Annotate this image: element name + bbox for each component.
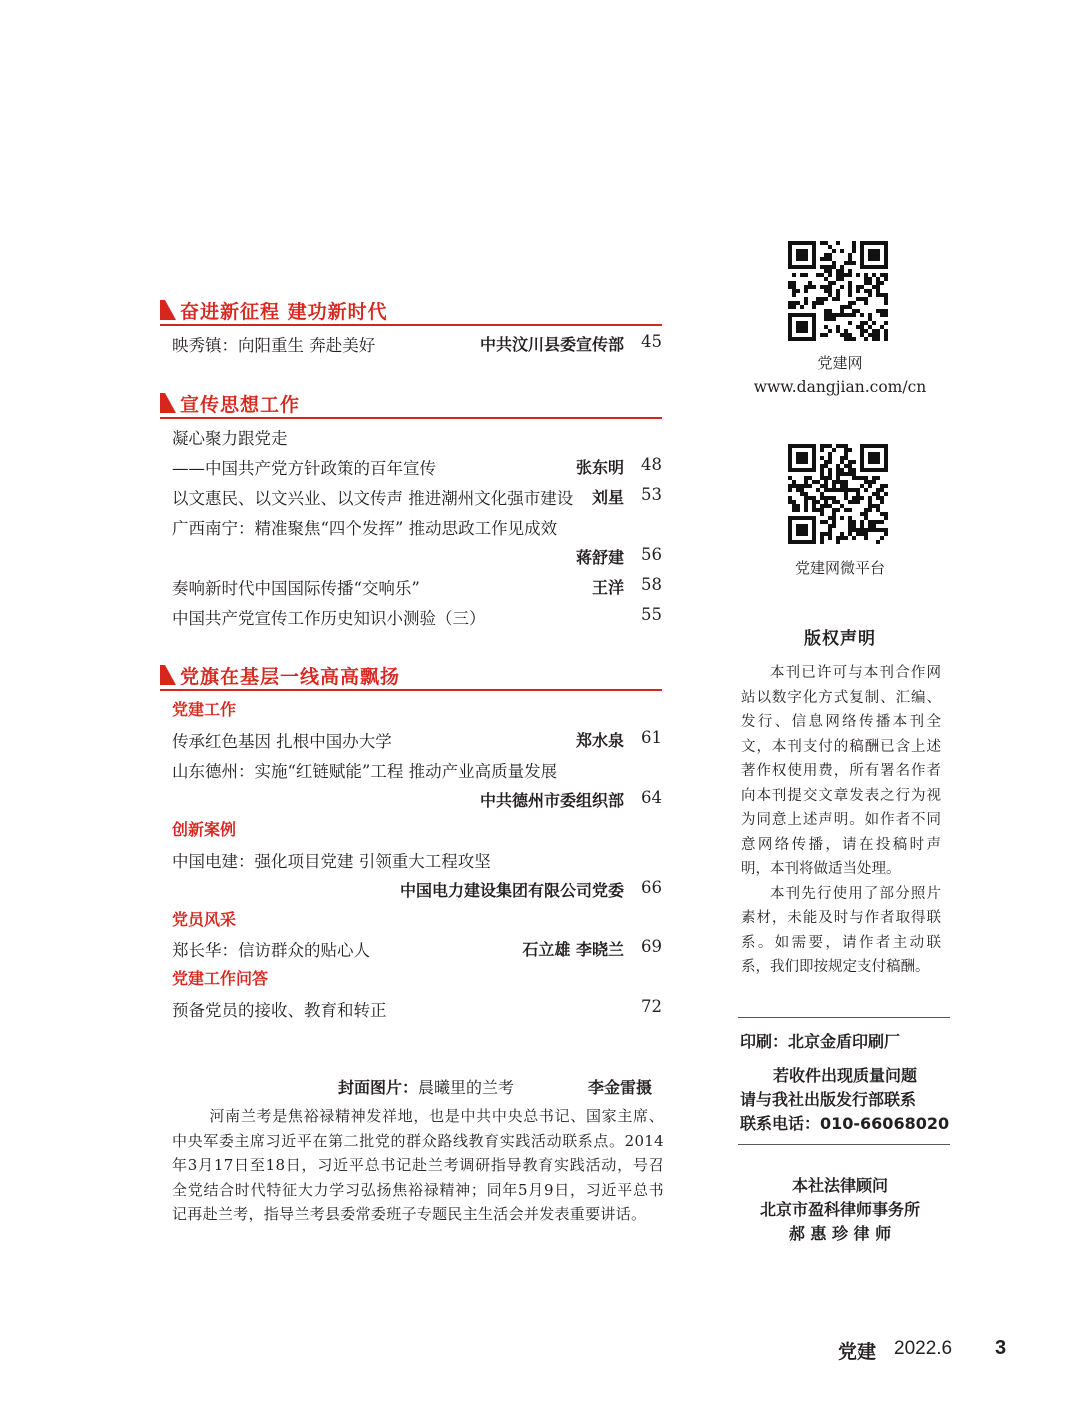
entry-page: 72 [641,997,662,1016]
toc-entry[interactable] [172,997,662,1023]
subsection-title: 党员风采 [172,910,237,929]
entry-title: 凝心聚力跟党走 [172,429,288,448]
entry-page: 53 [641,485,662,504]
entry-title: 山东德州：实施“红链赋能”工程 推动产业高质量发展 [172,762,558,781]
toc-entry[interactable] [172,332,662,358]
qr2-label: 党建网微平台 [794,559,885,577]
section-header [160,391,662,419]
quality-contact: 请与我社出版发行部联系 [740,1090,917,1109]
cover-label: 封面图片： [338,1078,419,1097]
entry-title: 传承红色基因 扎根中国办大学 [172,732,392,751]
entry-page: 61 [641,728,662,747]
legal-lawyer: 郝 惠 珍 律 师 [788,1224,892,1243]
quality-notice: 若收件出现质量问题 [773,1066,918,1085]
cover-credit: 李金雷摄 [588,1078,653,1097]
toc-entry[interactable] [172,848,662,874]
legal-title: 本社法律顾问 [791,1176,888,1195]
entry-title: 中国电建：强化项目党建 引领重大工程攻坚 [172,852,491,871]
entry-page: 55 [641,605,662,624]
entry-author: 石立雄 李晓兰 [522,940,624,959]
phone: 联系电话：010-66068020 [740,1114,950,1133]
toc-entry[interactable] [172,575,662,601]
entry-title: 预备党员的接收、教育和转正 [172,1001,387,1020]
entry-subtitle: ——中国共产党方针政策的百年宣传 [172,459,436,478]
section-header [160,298,662,326]
toc-entry[interactable] [172,878,662,904]
entry-author: 张东明 [575,458,624,477]
entry-author: 刘星 [591,488,624,507]
entry-page: 66 [641,878,662,897]
section-title: 党旗在基层一线高高飘扬 [180,666,401,688]
entry-title: 中国共产党宣传工作历史知识小测验（三） [172,609,486,628]
toc-entry[interactable] [172,728,662,754]
section-title: 宣传思想工作 [180,394,301,416]
footer-issue: 2022.6 [894,1338,953,1359]
footer-page-number: 3 [995,1337,1007,1359]
cover-title: 晨曦里的兰考 [418,1078,515,1097]
entry-author: 中共汶川县委宣传部 [479,335,624,354]
cover-heading [338,1075,514,1098]
flag-icon [160,393,176,413]
subsection-title: 党建工作问答 [172,969,269,988]
subsection-title: 创新案例 [172,820,237,839]
entry-title: 奏响新时代中国国际传播“交响乐” [172,579,420,598]
cover-text: 河南兰考是焦裕禄精神发祥地，也是中共中央总书记、国家主席、中央军委主席习近平在第二批党的群众路线教育实践活动联系点。2014年3月17日至18日，习近平总书记赴兰考调研指导教育实践活动，号召全党结合时代特征大力学习弘扬焦裕禄精神；同年5月9日，习近平总书记再赴兰考，指导兰考县委常委班子专题民主生活会并发表重要讲话。 [172,1107,664,1223]
section-header [160,663,662,691]
toc-entry[interactable] [172,545,662,571]
entry-page: 56 [641,545,662,564]
entry-title: 以文惠民、以文兴业、以文传声 推进潮州文化强市建设 [172,489,574,508]
entry-author: 王洋 [591,578,624,597]
copyright-paragraph: 本刊先行使用了部分照片素材，未能及时与作者取得联系。如需要，请作者主动联系，我们即按规定支付稿酬。 [741,885,941,975]
entry-title: 广西南宁：精准聚焦“四个发挥” 推动思政工作见成效 [172,519,558,538]
toc-entry[interactable] [172,937,662,963]
entry-author: 中共德州市委组织部 [479,791,624,810]
toc-entry[interactable] [172,515,662,541]
toc-entry[interactable] [172,485,662,511]
entry-title: 郑长华：信访群众的贴心人 [172,941,370,960]
copyright-title: 版权声明 [804,629,876,649]
entry-author: 郑水泉 [575,731,624,750]
entry-page: 45 [641,332,662,351]
flag-icon [160,665,176,685]
section-title: 奋进新征程 建功新时代 [180,301,388,323]
qr-code-wechat[interactable] [788,444,888,544]
divider [738,1144,950,1145]
entry-author: 中国电力建设集团有限公司党委 [399,881,624,900]
entry-title: 映秀镇：向阳重生 奔赴美好 [172,336,376,355]
toc-entry[interactable] [172,425,662,451]
toc-entry[interactable] [172,788,662,814]
copyright-notice [741,661,941,980]
qr1-url[interactable]: www.dangjian.com/cn [753,378,927,396]
copyright-paragraph: 本刊已许可与本刊合作网站以数字化方式复制、汇编、发行、信息网络传播本刊全文，本刊支付的稿酬已含上述著作权使用费，所有署名作者向本刊提交文章发表之行为视为同意上述声明。如作者不同意网络传播，请在投稿时声明，本刊将做适当处理。 [741,665,941,877]
entry-page: 64 [641,788,662,807]
qr1-label: 党建网 [817,354,863,372]
divider [738,1017,950,1018]
legal-firm: 北京市盈科律师事务所 [759,1200,920,1219]
toc-entry[interactable] [172,758,662,784]
printer: 印刷：北京金盾印刷厂 [740,1032,901,1051]
entry-page: 48 [641,455,662,474]
subsection-title: 党建工作 [172,700,237,719]
flag-icon [160,300,176,320]
qr-code-dangjian-web[interactable] [788,241,888,341]
footer-magazine: 党建 [838,1341,877,1363]
toc-entry[interactable] [172,605,662,631]
toc-entry[interactable] [172,455,662,481]
entry-author: 蒋舒建 [575,548,624,567]
entry-page: 58 [641,575,662,594]
cover-description [172,1104,664,1227]
entry-page: 69 [641,937,662,956]
